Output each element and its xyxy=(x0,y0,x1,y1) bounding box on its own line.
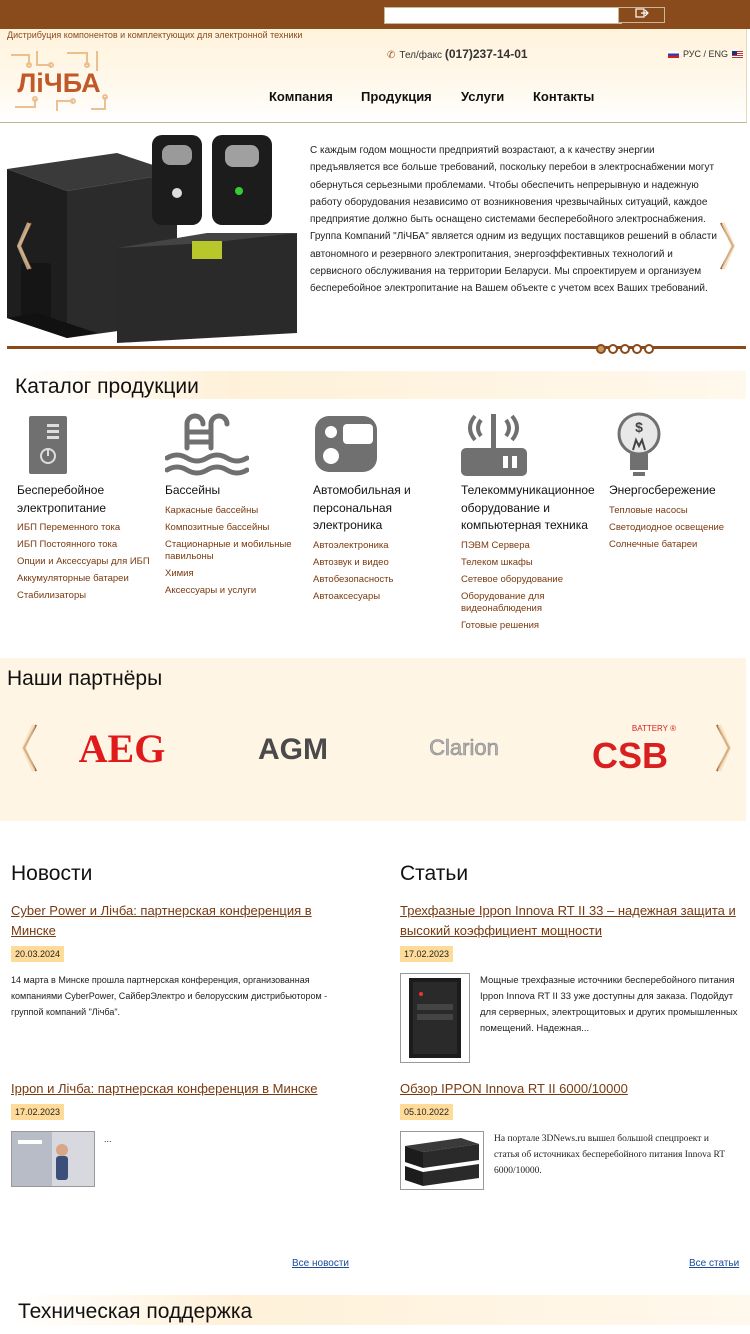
site-header xyxy=(0,29,747,123)
category-link[interactable]: Каркасные бассейны xyxy=(165,504,259,516)
partner-logo-agm[interactable] xyxy=(250,722,336,774)
slider-dot[interactable] xyxy=(632,344,642,354)
category-link[interactable]: Телеком шкафы xyxy=(461,556,533,568)
svg-text:CSB: CSB xyxy=(591,735,669,774)
news-item-title[interactable]: Cyber Power и Лічба: партнерская конференция в Минске xyxy=(11,903,312,938)
phone-block xyxy=(387,47,528,61)
logo-text: ЛіЧБА xyxy=(17,68,101,98)
phone-icon: ✆ xyxy=(387,50,396,61)
all-news-link[interactable]: Все новости xyxy=(292,1258,350,1269)
article-item-title[interactable]: Трехфазные Ippon Innova RT II 33 – надежная защита и высокий коэффициент мощности xyxy=(400,903,736,938)
news-item-title[interactable]: Ippon и Лічба: партнерская конференция в Минске xyxy=(11,1081,318,1096)
partner-logo-csb[interactable] xyxy=(586,722,682,774)
category-link[interactable]: Тепловые насосы xyxy=(609,504,688,516)
news-title: Новости xyxy=(11,862,93,885)
article-thumbnail[interactable] xyxy=(400,1131,484,1190)
slider-dot[interactable] xyxy=(608,344,618,354)
category-title[interactable]: Автомобильная и персональная электроника xyxy=(313,483,411,532)
language-label[interactable]: РУС / ENG xyxy=(683,49,729,59)
slider-prev-arrow[interactable] xyxy=(17,221,33,271)
slide-text: С каждым годом мощности предприятий возрастают, а к качеству энергии предъявляется все больше требований, поскольку перебои в электроснабжении могут обернуться серьезными проблемами. Чтобы обеспечить непрерывную и надежную работу оборудования независимо от возникновения чрезвычайных ситуаций, каждое предприятие должно быть оснащено системами бесперебойного электроснабжения. Группа Компаний "ЛіЧБА" является одним из ведущих поставщиков решений в области автономного и резервного электропитания, энергоэффективных технологий и сервисного обслуживания на территории Беларуси. Мы спроектируем и организуем бесперебойное электропитание на Вашем объекте с учетом всех Ваших требований. xyxy=(310,145,717,295)
category-energy-saving xyxy=(609,410,749,551)
router-icon xyxy=(461,410,531,480)
category-link[interactable]: ПЭВМ Сервера xyxy=(461,539,530,551)
support-title: Техническая поддержка xyxy=(18,1300,253,1323)
news-date: 17.02.2023 xyxy=(11,1104,64,1120)
partner-logo-clarion[interactable] xyxy=(414,722,514,774)
article-item-text: На портале 3DNews.ru вышел большой спецпроект и статья об источниках бесперебойного питания Innova RT 6000/10000. xyxy=(494,1134,725,1176)
category-auto-electronics xyxy=(313,410,453,603)
category-link[interactable]: Светодиодное освещение xyxy=(609,521,725,533)
search-submit-icon xyxy=(635,8,649,18)
category-link[interactable]: ИБП Постоянного тока xyxy=(17,539,118,550)
category-link[interactable]: Аккумуляторные батареи xyxy=(17,573,129,584)
slider-dot[interactable] xyxy=(620,344,630,354)
article-item-title[interactable]: Обзор IPPON Innova RT II 6000/10000 xyxy=(400,1081,628,1096)
category-link[interactable]: Оборудование для видеонаблюдения xyxy=(461,590,545,614)
slide-image-ups xyxy=(7,133,297,343)
news-thumbnail[interactable] xyxy=(11,1131,95,1187)
news-item-text: 14 марта в Минске прошла партнерская конференция, организованная компаниями CyberPower, СайберЭлектро и белорусским дистрибьютором - группой компаний "Лічба". xyxy=(11,975,328,1017)
svg-text:Clarion: Clarion xyxy=(429,735,499,760)
news-date: 20.03.2024 xyxy=(11,946,64,962)
category-link[interactable]: Аксессуары и услуги xyxy=(165,584,257,596)
all-articles-link[interactable]: Все статьи xyxy=(689,1258,740,1269)
russian-flag-icon[interactable] xyxy=(668,51,679,58)
category-link[interactable]: Опции и Аксессуары для ИБП xyxy=(17,556,150,567)
category-title[interactable]: Энергосбережение xyxy=(609,483,716,497)
partner-logo-aeg[interactable] xyxy=(64,722,180,774)
category-pools xyxy=(165,410,305,597)
partners-prev-arrow[interactable] xyxy=(22,723,38,773)
svg-text:AGM: AGM xyxy=(258,733,328,766)
svg-text:BATTERY ®: BATTERY ® xyxy=(631,724,676,733)
slider-dot[interactable] xyxy=(644,344,654,354)
category-link[interactable]: Стабилизаторы xyxy=(17,590,87,601)
category-title[interactable]: Бесперебойное электропитание xyxy=(17,483,107,515)
phone-label: Тел/факс xyxy=(399,50,443,61)
article-thumbnail[interactable] xyxy=(400,973,470,1063)
phone-number: (017)237-14-01 xyxy=(444,47,528,61)
category-link[interactable]: Готовые решения xyxy=(461,619,540,631)
category-link[interactable]: Стационарные и мобильные павильоны xyxy=(165,538,292,562)
partners-title: Наши партнёры xyxy=(7,667,163,690)
camcorder-icon xyxy=(313,410,383,480)
category-title[interactable]: Телекоммуникационное оборудование и компьютерная техника xyxy=(461,483,595,532)
ups-icon xyxy=(17,410,77,480)
category-link[interactable]: Композитные бассейны xyxy=(165,521,270,533)
category-link[interactable]: Автобезопасность xyxy=(313,573,394,585)
lightbulb-dollar-icon xyxy=(609,410,669,480)
article-item-text: Мощные трехфазные источники бесперебойного питания Ippon Innova RT II 33 уже доступны для заказа. Подойдут для серверных, электрощитовых и других промышленных помещений. Надежная... xyxy=(480,975,738,1034)
pool-ladder-icon xyxy=(165,410,249,480)
english-flag-icon[interactable] xyxy=(732,51,743,58)
nav-contacts[interactable]: Контакты xyxy=(533,89,595,104)
article-date: 05.10.2022 xyxy=(400,1104,453,1120)
svg-text:$: $ xyxy=(635,419,643,435)
language-switcher[interactable] xyxy=(668,49,747,59)
slider-dot[interactable] xyxy=(596,344,606,354)
site-logo[interactable] xyxy=(7,47,111,115)
slider-dots xyxy=(596,341,656,354)
category-link[interactable]: Автоэлектроника xyxy=(313,539,389,551)
category-link[interactable]: ИБП Переменного тока xyxy=(17,522,121,533)
catalog-title: Каталог продукции xyxy=(15,375,199,398)
news-item-text: ... xyxy=(104,1134,112,1144)
search-input[interactable] xyxy=(384,7,622,24)
nav-products[interactable]: Продукция xyxy=(361,89,432,104)
partners-next-arrow[interactable] xyxy=(715,723,731,773)
category-title[interactable]: Бассейны xyxy=(165,483,221,497)
category-ups xyxy=(17,410,157,602)
slider-next-arrow[interactable] xyxy=(719,221,735,271)
category-telecom xyxy=(461,410,601,632)
category-link[interactable]: Химия xyxy=(165,567,194,579)
article-date: 17.02.2023 xyxy=(400,946,453,962)
category-link[interactable]: Сетевое оборудование xyxy=(461,573,564,585)
category-link[interactable]: Автозвук и видео xyxy=(313,556,389,568)
articles-title: Статьи xyxy=(400,862,469,885)
site-tagline: Дистрибуция компонентов и комплектующих для электронной техники xyxy=(7,30,303,40)
nav-services[interactable]: Услуги xyxy=(461,89,505,104)
search-button[interactable] xyxy=(618,7,665,23)
nav-company[interactable]: Компания xyxy=(269,89,333,104)
svg-text:AEG: AEG xyxy=(78,726,166,771)
category-link[interactable]: Солнечные батареи xyxy=(609,538,698,550)
category-link[interactable]: Автоаксесуары xyxy=(313,590,381,602)
